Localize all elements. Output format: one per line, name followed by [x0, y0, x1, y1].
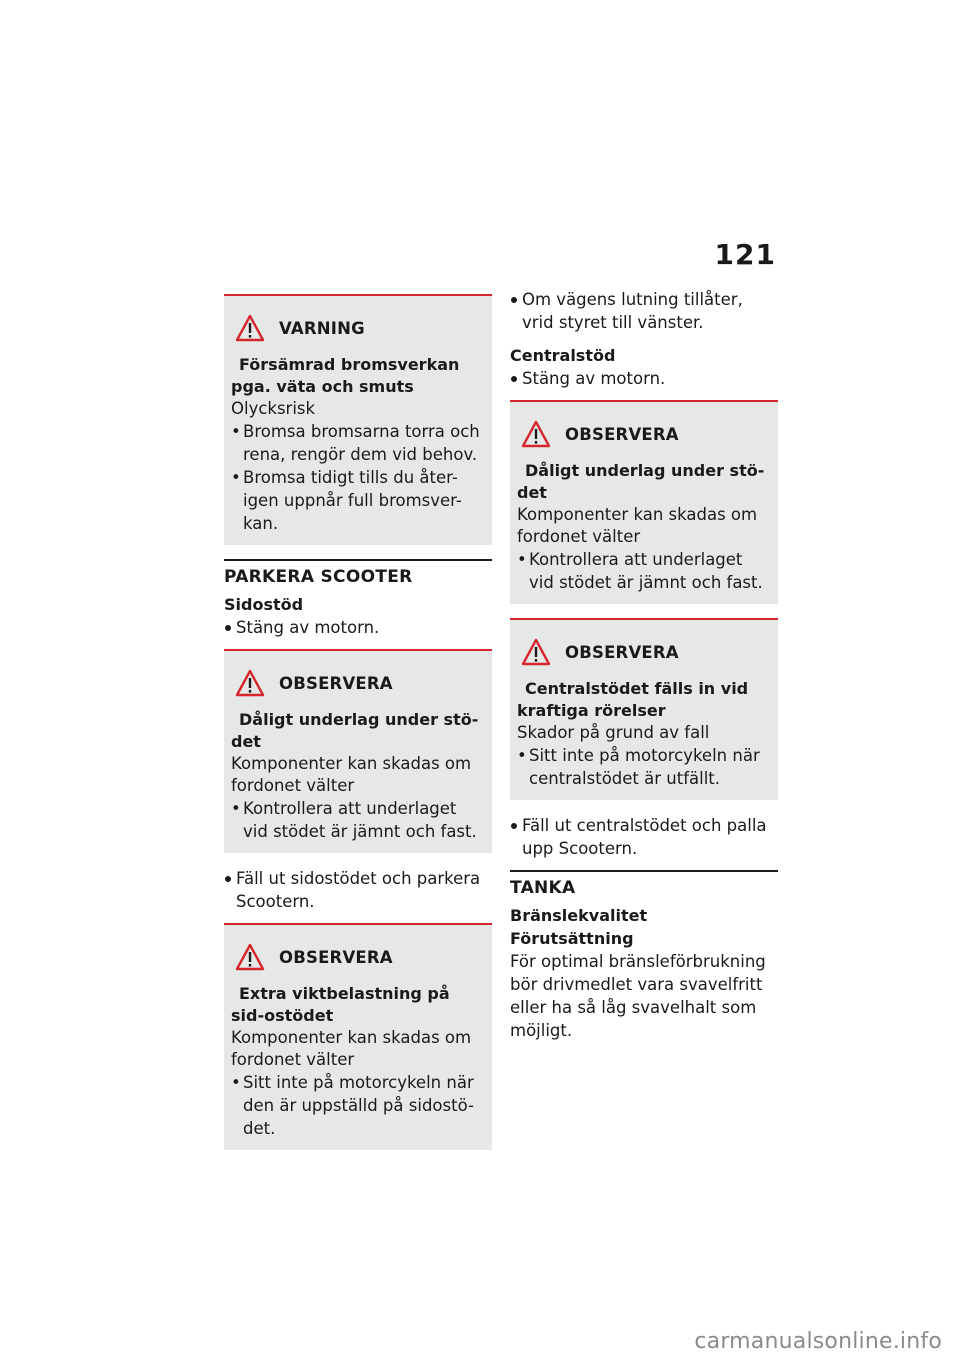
- list-item: • Sitt inte på motorcykeln när den är uppställd på sidostö-det.: [231, 1071, 485, 1140]
- notice-text: Komponenter kan skadas om fordonet välter: [517, 505, 758, 546]
- sub-title: Bränslekvalitet: [510, 906, 648, 925]
- section-title: PARKERA SCOOTER: [224, 559, 492, 587]
- notice-label: OBSERVERA: [279, 673, 393, 693]
- page-number: 121: [714, 238, 776, 271]
- warning-box: [224, 294, 492, 545]
- notice-title: Centralstödet fälls in vid kraftiga rörelser: [517, 679, 749, 720]
- list-item: Fäll ut centralstödet och palla upp Scootern.: [510, 814, 778, 860]
- notice-header: [231, 935, 485, 979]
- notice-box: [510, 618, 778, 800]
- notice-box: [224, 649, 492, 853]
- warning-triangle-icon: [235, 943, 265, 971]
- warning-list: [231, 420, 485, 535]
- notice-title: Extra viktbelastning på sid-ostödet: [231, 984, 450, 1025]
- step-list: [510, 288, 778, 334]
- notice-header: [517, 412, 771, 456]
- step-list: [224, 867, 492, 913]
- step-list: [510, 367, 778, 390]
- sub-title: Förutsättning: [510, 929, 634, 948]
- notice-box: [510, 400, 778, 604]
- notice-text: Komponenter kan skadas om fordonet välter: [231, 754, 472, 795]
- notice-title: Dåligt underlag under stö-det: [231, 710, 479, 751]
- right-column: [510, 288, 778, 1042]
- notice-title: Dåligt underlag under stö-det: [517, 461, 765, 502]
- warning-triangle-icon: [521, 420, 551, 448]
- list-item: • Kontrollera att underlaget vid stödet är jämnt och fast.: [517, 548, 771, 594]
- list-item: Fäll ut sidostödet och parkera Scootern.: [224, 867, 492, 913]
- warning-triangle-icon: [235, 669, 265, 697]
- notice-text: Komponenter kan skadas om fordonet välter: [231, 1028, 472, 1069]
- sub-title: Centralstöd: [510, 346, 616, 365]
- notice-text: Skador på grund av fall: [517, 723, 710, 742]
- section-title: TANKA: [510, 870, 778, 898]
- left-column: [224, 294, 492, 1164]
- watermark: carmanualsonline.info: [694, 1329, 942, 1354]
- list-item: Om vägens lutning tillåter, vrid styret till vänster.: [510, 288, 778, 334]
- sub-title: Sidostöd: [224, 595, 304, 614]
- notice-list: [517, 744, 771, 790]
- warning-label: VARNING: [279, 318, 365, 338]
- notice-list: [231, 1071, 485, 1140]
- notice-box: [224, 923, 492, 1150]
- list-item: • Sitt inte på motorcykeln när centralstödet är utfällt.: [517, 744, 771, 790]
- notice-label: OBSERVERA: [565, 424, 679, 444]
- notice-list: [517, 548, 771, 594]
- warning-title: Försämrad bromsverkan pga. väta och smuts: [231, 355, 460, 396]
- list-item: Stäng av motorn.: [510, 367, 778, 390]
- list-item: • Bromsa bromsarna torra och rena, rengör dem vid behov.: [231, 420, 485, 466]
- warning-triangle-icon: [235, 314, 265, 342]
- notice-header: [231, 661, 485, 705]
- step-list: [510, 814, 778, 860]
- warning-triangle-icon: [521, 638, 551, 666]
- step-list: [224, 616, 492, 639]
- notice-label: OBSERVERA: [565, 642, 679, 662]
- list-item: • Bromsa tidigt tills du åter-igen uppnår full bromsver-kan.: [231, 466, 485, 535]
- notice-header: [517, 630, 771, 674]
- notice-label: OBSERVERA: [279, 947, 393, 967]
- warning-subtitle: Olycksrisk: [231, 399, 316, 418]
- warning-header: [231, 306, 485, 350]
- list-item: Stäng av motorn.: [224, 616, 492, 639]
- paragraph: För optimal bränsleförbrukning bör drivmedlet vara svavelfritt eller ha så låg svavelhalt som möjligt.: [510, 952, 766, 1040]
- notice-list: [231, 797, 485, 843]
- list-item: • Kontrollera att underlaget vid stödet är jämnt och fast.: [231, 797, 485, 843]
